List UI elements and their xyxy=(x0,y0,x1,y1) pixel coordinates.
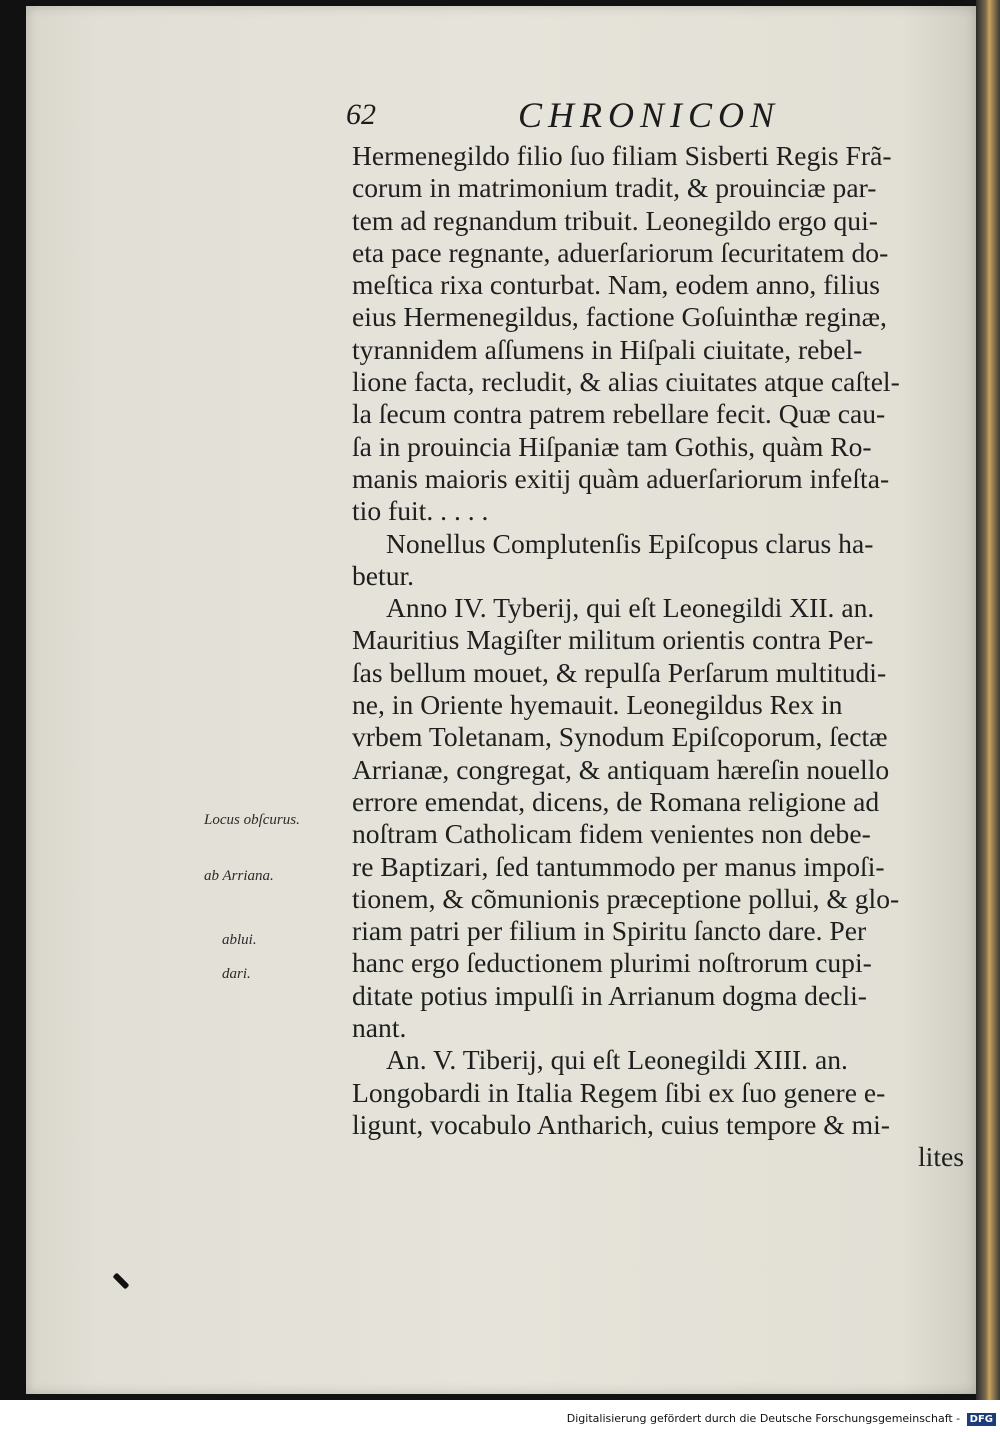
text-line: betur. xyxy=(352,559,415,591)
footer xyxy=(0,1412,996,1426)
text-line: Nonellus Complutenſis Epiſcopus clarus ha- xyxy=(386,527,874,559)
text-line: eius Hermenegildus, factione Goſuinthæ reginæ, xyxy=(352,301,887,333)
text-line: tem ad regnandum tribuit. Leonegildo ergo qui- xyxy=(352,204,878,236)
text-line: Mauritius Magiſter militum orientis contra Per- xyxy=(352,624,874,656)
text-line: riam patri per filium in Spiritu ſancto dare. Per xyxy=(352,915,867,947)
text-line: tio fuit. . . . . xyxy=(352,495,489,527)
text-line: eta pace regnante, aduerſariorum ſecuritatem do- xyxy=(352,236,889,268)
main-text xyxy=(352,140,964,1174)
page-header xyxy=(346,95,966,138)
running-head: CHRONICON xyxy=(518,95,781,135)
text-line: Arrianæ, congregat, & antiquam hæreſin nouello xyxy=(352,753,890,785)
catchword: lites xyxy=(918,1141,964,1173)
text-line: ſa in prouincia Hiſpaniæ tam Gothis, quàm Ro- xyxy=(352,430,872,462)
text-line: ligunt, vocabulo Antharich, cuius tempore & mi- xyxy=(352,1108,890,1140)
text-line: noſtram Catholicam fidem venientes non debe- xyxy=(352,818,871,850)
text-line: ditate potius impulſi in Arrianum dogma decli- xyxy=(352,979,867,1011)
margin-note: Locus obſcurus. xyxy=(204,812,300,828)
text-line: errore emendat, dicens, de Romana religione ad xyxy=(352,785,880,817)
text-line: Anno IV. Tyberij, qui eſt Leonegildi XII. an. xyxy=(386,592,875,624)
margin-note: ablui. xyxy=(222,932,257,948)
text-line: Longobardi in Italia Regem ſibi ex ſuo genere e- xyxy=(352,1076,886,1108)
text-line: ne, in Oriente hyemauit. Leonegildus Rex in xyxy=(352,689,843,721)
margin-note: dari. xyxy=(222,966,251,982)
text-line: vrbem Toletanam, Synodum Epiſcoporum, ſectæ xyxy=(352,721,888,753)
text-line: ſas bellum mouet, & repulſa Perſarum multitudi- xyxy=(352,656,887,688)
footer-credit: Digitalisierung gefördert durch die Deutsche Forschungsgemeinschaft - xyxy=(566,1412,961,1425)
dfg-logo: DFG xyxy=(967,1413,996,1426)
text-line: Hermenegildo filio ſuo filiam Sisberti Regis Frã- xyxy=(352,140,892,171)
text-line: An. V. Tiberij, qui eſt Leonegildi XIII. an. xyxy=(386,1044,848,1076)
text-line: re Baptizari, ſed tantummodo per manus impoſi- xyxy=(352,850,885,882)
margin-note: ab Arriana. xyxy=(204,868,274,884)
text-line: tyrannidem aſſumens in Hiſpali ciuitate, rebel- xyxy=(352,333,863,365)
text-line: nant. xyxy=(352,1012,407,1044)
text-line: lione facta, recludit, & alias ciuitates atque caſtel- xyxy=(352,366,900,398)
text-line: hanc ergo ſeductionem plurimi noſtrorum cupi- xyxy=(352,947,872,979)
text-line: meſtica rixa conturbat. Nam, eodem anno, filius xyxy=(352,269,880,301)
text-line: la ſecum contra patrem rebellare fecit. Quæ cau- xyxy=(352,398,886,430)
text-line: manis maioris exitij quàm aduerſariorum infeſta- xyxy=(352,462,890,494)
page-number: 62 xyxy=(346,98,376,131)
page-edge xyxy=(976,0,1000,1400)
text-line: corum in matrimonium tradit, & prouinciæ par- xyxy=(352,172,877,204)
text-line: tionem, & cõmunionis præceptione pollui, & glo- xyxy=(352,882,900,914)
